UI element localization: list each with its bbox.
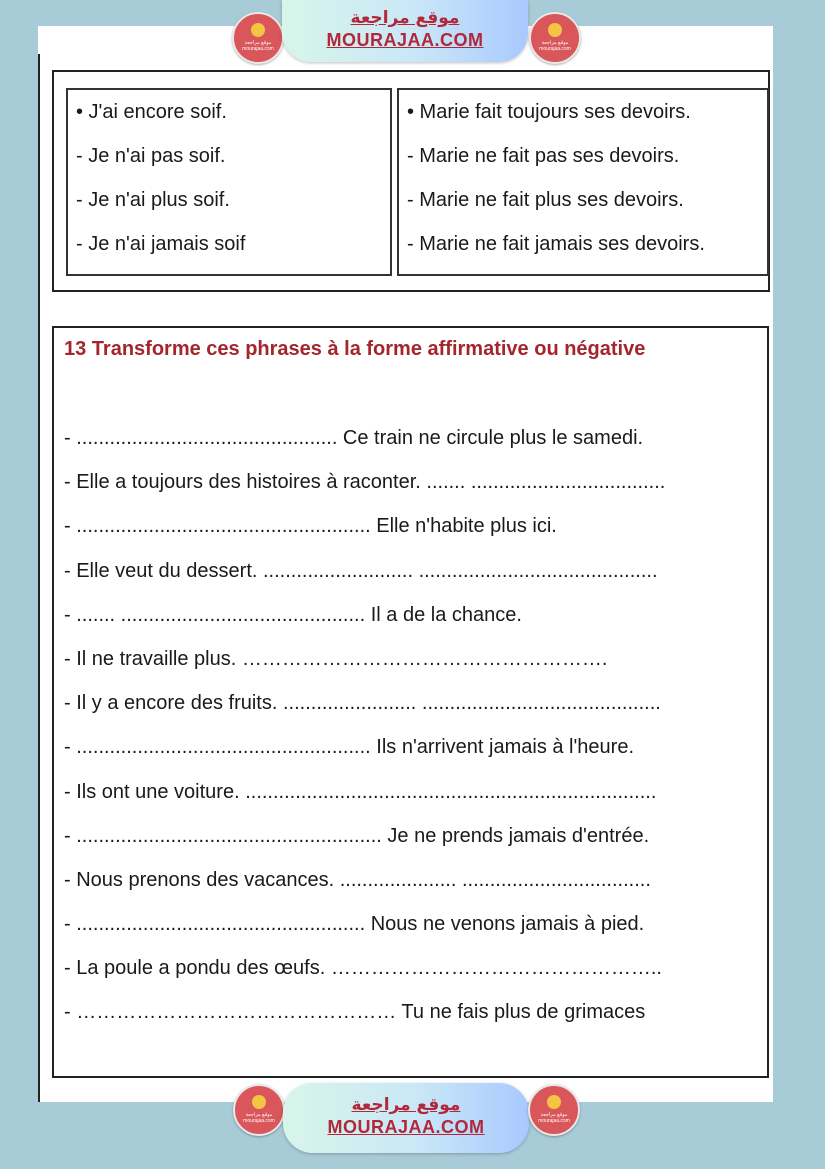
- exercise-items: [64, 424, 764, 1043]
- mourajaa-logo-icon: موقع مراجعة mourajaa.com: [528, 1084, 580, 1136]
- mourajaa-logo-icon: موقع مراجعة mourajaa.com: [232, 12, 284, 64]
- watermark-site-link[interactable]: MOURAJAA.COM: [327, 1117, 485, 1137]
- example-line: - Je n'ai pas soif.: [76, 145, 226, 167]
- mourajaa-logo-icon: موقع مراجعة mourajaa.com: [529, 12, 581, 64]
- example-line: • Marie fait toujours ses devoirs.: [407, 101, 691, 123]
- exercise-item: - Nous prenons des vacances. ..................... ..................................: [64, 868, 651, 891]
- examples-left-column: [66, 88, 392, 276]
- example-line: • J'ai encore soif.: [76, 101, 227, 123]
- example-line: - Marie ne fait pas ses devoirs.: [407, 145, 680, 167]
- exercise-item: - ………………………………………… Tu ne fais plus de grimaces: [64, 1001, 646, 1024]
- examples-right-column: [397, 88, 769, 276]
- watermark-site-link[interactable]: MOURAJAA.COM: [326, 30, 484, 50]
- example-line: - Je n'ai plus soif.: [76, 189, 230, 211]
- mourajaa-logo-icon: موقع مراجعة mourajaa.com: [233, 1084, 285, 1136]
- exercise-title: 13 Transforme ces phrases à la forme affirmative ou négative: [64, 338, 646, 360]
- exercise-item: - Elle a toujours des histoires à raconter. ....... ...................................: [64, 471, 666, 494]
- exercise-box: [52, 326, 769, 1078]
- watermark-arabic-text: موقع مراجعة: [351, 1095, 461, 1115]
- exercise-item: - ....................................................... Je ne prends jamais d'entrée.: [64, 824, 650, 847]
- examples-table: [52, 70, 770, 292]
- watermark-banner-top[interactable]: [282, 0, 528, 62]
- example-line: - Marie ne fait jamais ses devoirs.: [407, 233, 705, 255]
- exercise-item: - ..................................................... Elle n'habite plus ici.: [64, 515, 557, 538]
- exercise-item: - ..................................................... Ils n'arrivent jamais à l'heure.: [64, 736, 635, 759]
- exercise-item: - Elle veut du dessert. ........................... ...........................................: [64, 559, 658, 582]
- exercise-item: - ............................................... Ce train ne circule plus le samedi.: [64, 427, 644, 449]
- exercise-item: - .................................................... Nous ne venons jamais à pied.: [64, 913, 645, 936]
- exercise-item: - Il y a encore des fruits. ........................ ...........................................: [64, 692, 661, 715]
- exercise-item: - La poule a pondu des œufs. …………………………………………..: [64, 957, 662, 980]
- exercise-item: - ....... ............................................ Il a de la chance.: [64, 603, 522, 626]
- watermark-banner-bottom[interactable]: [283, 1083, 529, 1153]
- example-line: - Je n'ai jamais soif: [76, 233, 246, 255]
- exercise-item: - Ils ont une voiture. ..........................................................................: [64, 780, 657, 803]
- page-edge-line: [38, 54, 46, 1102]
- exercise-item: - Il ne travaille plus. ……………………………………………….: [64, 647, 608, 670]
- watermark-arabic-text: موقع مراجعة: [350, 8, 460, 28]
- example-line: - Marie ne fait plus ses devoirs.: [407, 189, 684, 211]
